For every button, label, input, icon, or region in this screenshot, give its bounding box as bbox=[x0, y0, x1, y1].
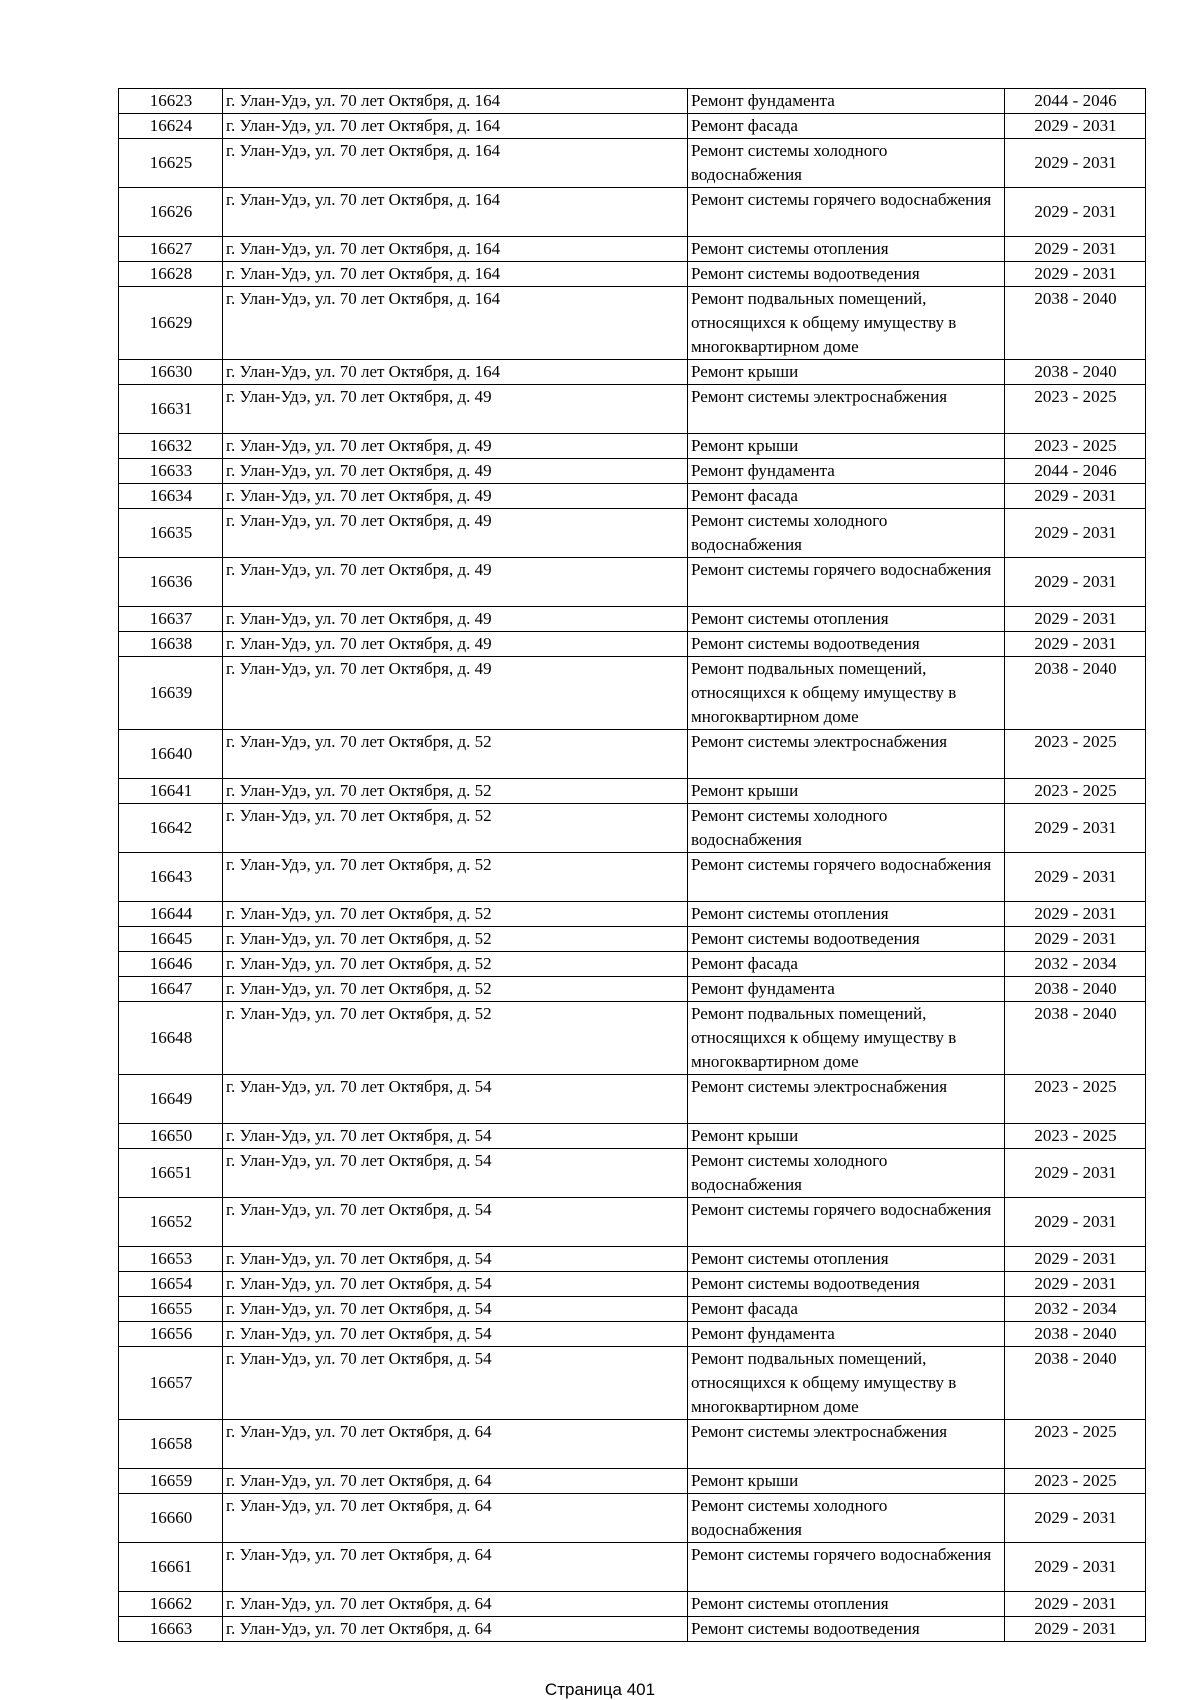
table-row bbox=[119, 1543, 1146, 1592]
row-work-type: Ремонт системы отопления bbox=[688, 237, 1005, 262]
row-address: г. Улан-Удэ, ул. 70 лет Октября, д. 54 bbox=[223, 1124, 688, 1149]
row-work-type: Ремонт подвальных помещений, относящихся к общему имуществу в многоквартирном доме bbox=[688, 287, 1005, 360]
table-row bbox=[119, 262, 1146, 287]
row-address: г. Улан-Удэ, ул. 70 лет Октября, д. 164 bbox=[223, 114, 688, 139]
table-row bbox=[119, 287, 1146, 360]
row-work-type: Ремонт системы электроснабжения bbox=[688, 1075, 1005, 1124]
row-work-type: Ремонт системы отопления bbox=[688, 902, 1005, 927]
row-number: 16627 bbox=[119, 237, 223, 262]
table-row bbox=[119, 360, 1146, 385]
row-work-type: Ремонт системы холодного водоснабжения bbox=[688, 139, 1005, 188]
row-work-type: Ремонт фасада bbox=[688, 1297, 1005, 1322]
row-number: 16641 bbox=[119, 779, 223, 804]
row-work-type: Ремонт фасада bbox=[688, 484, 1005, 509]
row-period: 2029 - 2031 bbox=[1005, 902, 1146, 927]
row-period: 2029 - 2031 bbox=[1005, 927, 1146, 952]
row-number: 16662 bbox=[119, 1592, 223, 1617]
table-row bbox=[119, 1002, 1146, 1075]
row-period: 2029 - 2031 bbox=[1005, 1272, 1146, 1297]
row-address: г. Улан-Удэ, ул. 70 лет Октября, д. 164 bbox=[223, 89, 688, 114]
row-period: 2038 - 2040 bbox=[1005, 1347, 1146, 1420]
row-work-type: Ремонт системы отопления bbox=[688, 1247, 1005, 1272]
row-address: г. Улан-Удэ, ул. 70 лет Октября, д. 49 bbox=[223, 434, 688, 459]
row-number: 16639 bbox=[119, 657, 223, 730]
row-number: 16645 bbox=[119, 927, 223, 952]
row-period: 2029 - 2031 bbox=[1005, 114, 1146, 139]
table-row bbox=[119, 977, 1146, 1002]
table-row bbox=[119, 804, 1146, 853]
row-period: 2023 - 2025 bbox=[1005, 434, 1146, 459]
row-number: 16628 bbox=[119, 262, 223, 287]
row-work-type: Ремонт системы отопления bbox=[688, 607, 1005, 632]
row-period: 2044 - 2046 bbox=[1005, 89, 1146, 114]
row-address: г. Улан-Удэ, ул. 70 лет Октября, д. 54 bbox=[223, 1075, 688, 1124]
table-row bbox=[119, 1347, 1146, 1420]
row-address: г. Улан-Удэ, ул. 70 лет Октября, д. 52 bbox=[223, 779, 688, 804]
table-row bbox=[119, 607, 1146, 632]
row-work-type: Ремонт системы водоотведения bbox=[688, 927, 1005, 952]
table-row bbox=[119, 1297, 1146, 1322]
row-period: 2029 - 2031 bbox=[1005, 1247, 1146, 1272]
table-row bbox=[119, 1149, 1146, 1198]
row-address: г. Улан-Удэ, ул. 70 лет Октября, д. 164 bbox=[223, 139, 688, 188]
row-period: 2038 - 2040 bbox=[1005, 360, 1146, 385]
row-period: 2023 - 2025 bbox=[1005, 385, 1146, 434]
row-work-type: Ремонт крыши bbox=[688, 434, 1005, 459]
row-period: 2029 - 2031 bbox=[1005, 509, 1146, 558]
row-period: 2023 - 2025 bbox=[1005, 1075, 1146, 1124]
page-number: Страница 401 bbox=[544, 1680, 656, 1699]
row-number: 16656 bbox=[119, 1322, 223, 1347]
row-number: 16658 bbox=[119, 1420, 223, 1469]
row-period: 2044 - 2046 bbox=[1005, 459, 1146, 484]
row-number: 16646 bbox=[119, 952, 223, 977]
row-number: 16632 bbox=[119, 434, 223, 459]
table-row bbox=[119, 1420, 1146, 1469]
row-address: г. Улан-Удэ, ул. 70 лет Октября, д. 52 bbox=[223, 730, 688, 779]
row-number: 16630 bbox=[119, 360, 223, 385]
table-row bbox=[119, 558, 1146, 607]
row-work-type: Ремонт крыши bbox=[688, 360, 1005, 385]
table-row bbox=[119, 385, 1146, 434]
row-address: г. Улан-Удэ, ул. 70 лет Октября, д. 54 bbox=[223, 1347, 688, 1420]
row-period: 2029 - 2031 bbox=[1005, 1494, 1146, 1543]
table-row bbox=[119, 1247, 1146, 1272]
row-work-type: Ремонт крыши bbox=[688, 1124, 1005, 1149]
row-number: 16651 bbox=[119, 1149, 223, 1198]
row-period: 2029 - 2031 bbox=[1005, 632, 1146, 657]
table-row bbox=[119, 1322, 1146, 1347]
row-work-type: Ремонт системы водоотведения bbox=[688, 262, 1005, 287]
table-row bbox=[119, 1272, 1146, 1297]
row-number: 16661 bbox=[119, 1543, 223, 1592]
row-number: 16629 bbox=[119, 287, 223, 360]
row-period: 2038 - 2040 bbox=[1005, 287, 1146, 360]
row-address: г. Улан-Удэ, ул. 70 лет Октября, д. 64 bbox=[223, 1494, 688, 1543]
row-number: 16635 bbox=[119, 509, 223, 558]
row-period: 2029 - 2031 bbox=[1005, 804, 1146, 853]
row-address: г. Улан-Удэ, ул. 70 лет Октября, д. 164 bbox=[223, 188, 688, 237]
row-number: 16631 bbox=[119, 385, 223, 434]
row-number: 16643 bbox=[119, 853, 223, 902]
row-work-type: Ремонт подвальных помещений, относящихся к общему имуществу в многоквартирном доме bbox=[688, 1347, 1005, 1420]
row-period: 2029 - 2031 bbox=[1005, 1198, 1146, 1247]
row-address: г. Улан-Удэ, ул. 70 лет Октября, д. 52 bbox=[223, 952, 688, 977]
row-address: г. Улан-Удэ, ул. 70 лет Октября, д. 164 bbox=[223, 360, 688, 385]
row-period: 2029 - 2031 bbox=[1005, 1543, 1146, 1592]
row-work-type: Ремонт системы холодного водоснабжения bbox=[688, 804, 1005, 853]
row-period: 2038 - 2040 bbox=[1005, 1002, 1146, 1075]
row-period: 2032 - 2034 bbox=[1005, 952, 1146, 977]
works-table bbox=[118, 88, 1146, 1642]
row-number: 16626 bbox=[119, 188, 223, 237]
row-period: 2029 - 2031 bbox=[1005, 558, 1146, 607]
row-number: 16660 bbox=[119, 1494, 223, 1543]
row-work-type: Ремонт фундамента bbox=[688, 977, 1005, 1002]
row-period: 2023 - 2025 bbox=[1005, 779, 1146, 804]
row-number: 16624 bbox=[119, 114, 223, 139]
row-address: г. Улан-Удэ, ул. 70 лет Октября, д. 54 bbox=[223, 1297, 688, 1322]
row-number: 16648 bbox=[119, 1002, 223, 1075]
row-number: 16625 bbox=[119, 139, 223, 188]
row-work-type: Ремонт системы водоотведения bbox=[688, 1617, 1005, 1642]
table-row bbox=[119, 114, 1146, 139]
row-address: г. Улан-Удэ, ул. 70 лет Октября, д. 52 bbox=[223, 977, 688, 1002]
table-row bbox=[119, 779, 1146, 804]
row-number: 16652 bbox=[119, 1198, 223, 1247]
row-number: 16650 bbox=[119, 1124, 223, 1149]
table-row bbox=[119, 1075, 1146, 1124]
row-address: г. Улан-Удэ, ул. 70 лет Октября, д. 49 bbox=[223, 484, 688, 509]
row-work-type: Ремонт системы отопления bbox=[688, 1592, 1005, 1617]
table-row bbox=[119, 1494, 1146, 1543]
row-address: г. Улан-Удэ, ул. 70 лет Октября, д. 54 bbox=[223, 1198, 688, 1247]
row-number: 16640 bbox=[119, 730, 223, 779]
row-period: 2029 - 2031 bbox=[1005, 1592, 1146, 1617]
row-work-type: Ремонт системы горячего водоснабжения bbox=[688, 853, 1005, 902]
table-row bbox=[119, 509, 1146, 558]
row-address: г. Улан-Удэ, ул. 70 лет Октября, д. 54 bbox=[223, 1247, 688, 1272]
row-address: г. Улан-Удэ, ул. 70 лет Октября, д. 164 bbox=[223, 237, 688, 262]
table-row bbox=[119, 927, 1146, 952]
row-address: г. Улан-Удэ, ул. 70 лет Октября, д. 49 bbox=[223, 657, 688, 730]
row-period: 2029 - 2031 bbox=[1005, 1617, 1146, 1642]
row-address: г. Улан-Удэ, ул. 70 лет Октября, д. 54 bbox=[223, 1149, 688, 1198]
row-address: г. Улан-Удэ, ул. 70 лет Октября, д. 52 bbox=[223, 1002, 688, 1075]
table-row bbox=[119, 484, 1146, 509]
row-address: г. Улан-Удэ, ул. 70 лет Октября, д. 49 bbox=[223, 558, 688, 607]
row-number: 16638 bbox=[119, 632, 223, 657]
table-body bbox=[119, 89, 1146, 1642]
row-period: 2029 - 2031 bbox=[1005, 607, 1146, 632]
table-row bbox=[119, 139, 1146, 188]
row-period: 2023 - 2025 bbox=[1005, 1469, 1146, 1494]
row-number: 16653 bbox=[119, 1247, 223, 1272]
row-work-type: Ремонт фасада bbox=[688, 952, 1005, 977]
row-number: 16642 bbox=[119, 804, 223, 853]
row-work-type: Ремонт системы горячего водоснабжения bbox=[688, 188, 1005, 237]
row-address: г. Улан-Удэ, ул. 70 лет Октября, д. 164 bbox=[223, 287, 688, 360]
row-number: 16623 bbox=[119, 89, 223, 114]
table-row bbox=[119, 632, 1146, 657]
row-work-type: Ремонт подвальных помещений, относящихся к общему имуществу в многоквартирном доме bbox=[688, 657, 1005, 730]
table-row bbox=[119, 1469, 1146, 1494]
row-number: 16634 bbox=[119, 484, 223, 509]
table-row bbox=[119, 902, 1146, 927]
row-address: г. Улан-Удэ, ул. 70 лет Октября, д. 64 bbox=[223, 1543, 688, 1592]
row-period: 2029 - 2031 bbox=[1005, 853, 1146, 902]
row-period: 2029 - 2031 bbox=[1005, 139, 1146, 188]
table-row bbox=[119, 434, 1146, 459]
row-period: 2029 - 2031 bbox=[1005, 262, 1146, 287]
row-address: г. Улан-Удэ, ул. 70 лет Октября, д. 64 bbox=[223, 1592, 688, 1617]
row-work-type: Ремонт системы холодного водоснабжения bbox=[688, 1149, 1005, 1198]
row-period: 2038 - 2040 bbox=[1005, 977, 1146, 1002]
row-address: г. Улан-Удэ, ул. 70 лет Октября, д. 52 bbox=[223, 853, 688, 902]
row-work-type: Ремонт фундамента bbox=[688, 89, 1005, 114]
row-address: г. Улан-Удэ, ул. 70 лет Октября, д. 49 bbox=[223, 509, 688, 558]
row-period: 2029 - 2031 bbox=[1005, 188, 1146, 237]
row-work-type: Ремонт системы электроснабжения bbox=[688, 1420, 1005, 1469]
row-work-type: Ремонт системы холодного водоснабжения bbox=[688, 1494, 1005, 1543]
table-row bbox=[119, 853, 1146, 902]
row-work-type: Ремонт крыши bbox=[688, 779, 1005, 804]
table-row bbox=[119, 952, 1146, 977]
row-number: 16647 bbox=[119, 977, 223, 1002]
row-address: г. Улан-Удэ, ул. 70 лет Октября, д. 64 bbox=[223, 1617, 688, 1642]
row-work-type: Ремонт системы горячего водоснабжения bbox=[688, 558, 1005, 607]
row-work-type: Ремонт системы электроснабжения bbox=[688, 730, 1005, 779]
row-address: г. Улан-Удэ, ул. 70 лет Октября, д. 52 bbox=[223, 927, 688, 952]
row-address: г. Улан-Удэ, ул. 70 лет Октября, д. 52 bbox=[223, 804, 688, 853]
row-work-type: Ремонт системы холодного водоснабжения bbox=[688, 509, 1005, 558]
row-address: г. Улан-Удэ, ул. 70 лет Октября, д. 64 bbox=[223, 1469, 688, 1494]
row-number: 16654 bbox=[119, 1272, 223, 1297]
row-address: г. Улан-Удэ, ул. 70 лет Октября, д. 54 bbox=[223, 1272, 688, 1297]
row-address: г. Улан-Удэ, ул. 70 лет Октября, д. 49 bbox=[223, 459, 688, 484]
table-row bbox=[119, 1617, 1146, 1642]
row-address: г. Улан-Удэ, ул. 70 лет Октября, д. 64 bbox=[223, 1420, 688, 1469]
row-number: 16655 bbox=[119, 1297, 223, 1322]
row-work-type: Ремонт фасада bbox=[688, 114, 1005, 139]
table-row bbox=[119, 459, 1146, 484]
row-period: 2029 - 2031 bbox=[1005, 237, 1146, 262]
row-number: 16649 bbox=[119, 1075, 223, 1124]
row-number: 16633 bbox=[119, 459, 223, 484]
row-period: 2023 - 2025 bbox=[1005, 730, 1146, 779]
row-address: г. Улан-Удэ, ул. 70 лет Октября, д. 49 bbox=[223, 607, 688, 632]
row-work-type: Ремонт крыши bbox=[688, 1469, 1005, 1494]
table-row bbox=[119, 1124, 1146, 1149]
table-row bbox=[119, 657, 1146, 730]
row-period: 2029 - 2031 bbox=[1005, 1149, 1146, 1198]
row-work-type: Ремонт системы горячего водоснабжения bbox=[688, 1198, 1005, 1247]
row-number: 16657 bbox=[119, 1347, 223, 1420]
table-row bbox=[119, 730, 1146, 779]
row-period: 2023 - 2025 bbox=[1005, 1420, 1146, 1469]
table-row bbox=[119, 89, 1146, 114]
row-period: 2023 - 2025 bbox=[1005, 1124, 1146, 1149]
row-period: 2038 - 2040 bbox=[1005, 1322, 1146, 1347]
row-period: 2029 - 2031 bbox=[1005, 484, 1146, 509]
row-period: 2032 - 2034 bbox=[1005, 1297, 1146, 1322]
row-number: 16637 bbox=[119, 607, 223, 632]
row-work-type: Ремонт системы горячего водоснабжения bbox=[688, 1543, 1005, 1592]
row-work-type: Ремонт подвальных помещений, относящихся к общему имуществу в многоквартирном доме bbox=[688, 1002, 1005, 1075]
row-number: 16644 bbox=[119, 902, 223, 927]
table-row bbox=[119, 1198, 1146, 1247]
table-row bbox=[119, 188, 1146, 237]
row-number: 16636 bbox=[119, 558, 223, 607]
row-number: 16663 bbox=[119, 1617, 223, 1642]
row-address: г. Улан-Удэ, ул. 70 лет Октября, д. 164 bbox=[223, 262, 688, 287]
row-address: г. Улан-Удэ, ул. 70 лет Октября, д. 54 bbox=[223, 1322, 688, 1347]
row-number: 16659 bbox=[119, 1469, 223, 1494]
row-work-type: Ремонт системы водоотведения bbox=[688, 1272, 1005, 1297]
row-address: г. Улан-Удэ, ул. 70 лет Октября, д. 49 bbox=[223, 385, 688, 434]
row-period: 2038 - 2040 bbox=[1005, 657, 1146, 730]
row-work-type: Ремонт системы водоотведения bbox=[688, 632, 1005, 657]
row-address: г. Улан-Удэ, ул. 70 лет Октября, д. 52 bbox=[223, 902, 688, 927]
table-row bbox=[119, 1592, 1146, 1617]
table-row bbox=[119, 237, 1146, 262]
row-address: г. Улан-Удэ, ул. 70 лет Октября, д. 49 bbox=[223, 632, 688, 657]
row-work-type: Ремонт системы электроснабжения bbox=[688, 385, 1005, 434]
row-work-type: Ремонт фундамента bbox=[688, 459, 1005, 484]
row-work-type: Ремонт фундамента bbox=[688, 1322, 1005, 1347]
